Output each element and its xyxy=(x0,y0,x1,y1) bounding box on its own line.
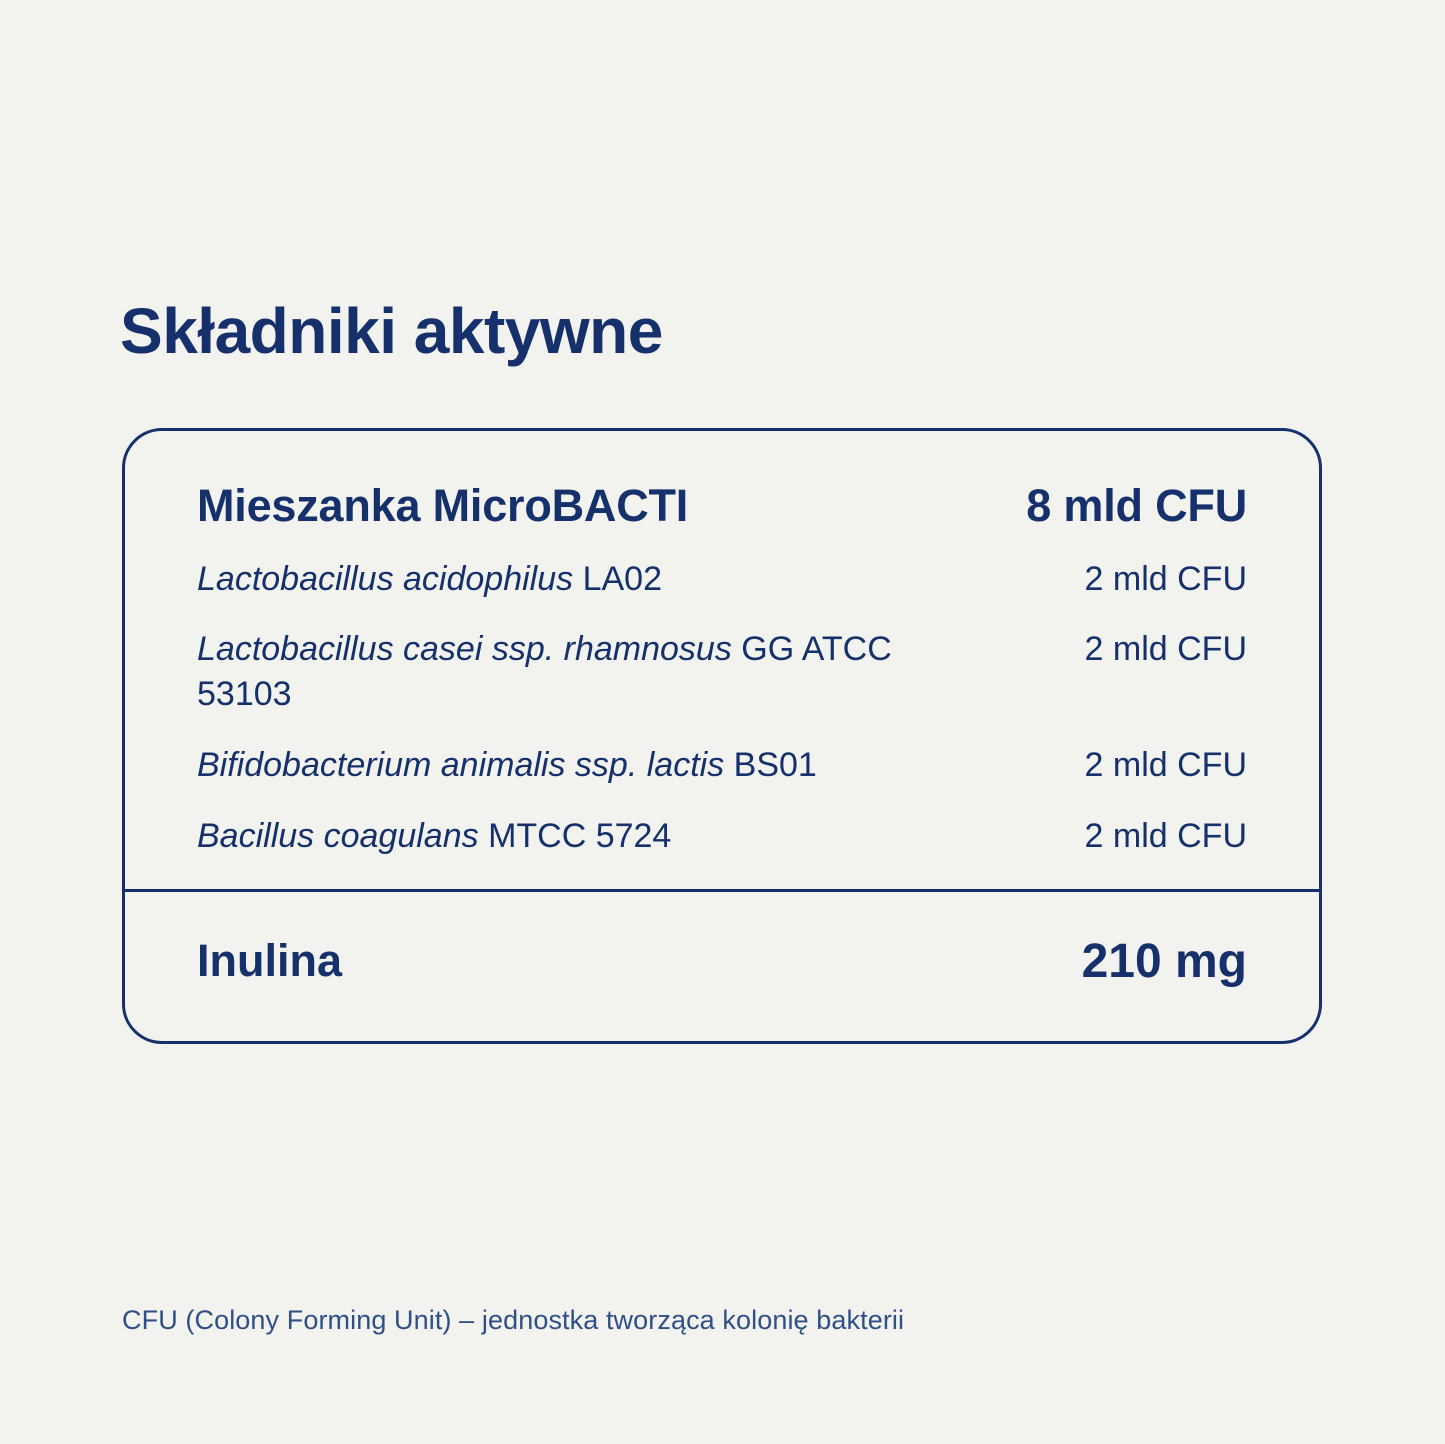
strain-code: GG ATCC 53103 xyxy=(197,630,892,714)
strain-name xyxy=(197,627,917,717)
table-row xyxy=(197,743,1247,788)
blend-header-row xyxy=(197,481,1247,531)
strain-amount: 2 mld CFU xyxy=(1084,559,1247,598)
footnote: CFU (Colony Forming Unit) – jednostka tworząca kolonię bakterii xyxy=(122,1305,905,1335)
strain-species: Lactobacillus acidophilus xyxy=(197,559,583,598)
table-row xyxy=(197,627,1247,717)
page-title: Składniki aktywne xyxy=(120,295,663,367)
extra-ingredient-name: Inulina xyxy=(197,934,342,986)
active-ingredients-panel xyxy=(122,428,1322,1044)
table-row xyxy=(197,557,1247,602)
strain-amount: 2 mld CFU xyxy=(1084,817,1247,855)
table-row xyxy=(197,936,1247,989)
strain-name xyxy=(197,814,671,859)
blend-section xyxy=(125,431,1319,889)
strain-name xyxy=(197,743,817,788)
extra-ingredient-amount: 210 mg xyxy=(1081,934,1247,988)
strain-code: BS01 xyxy=(733,746,817,785)
strain-species: Lactobacillus casei ssp. rhamnosus xyxy=(197,630,742,669)
blend-amount: 8 mld CFU xyxy=(1026,480,1247,531)
extra-ingredient-section xyxy=(125,892,1319,1041)
strain-amount: 2 mld CFU xyxy=(1084,630,1247,669)
strain-code: MTCC 5724 xyxy=(488,817,672,855)
strain-species: Bifidobacterium animalis ssp. lactis xyxy=(197,746,734,785)
strain-species: Bacillus coagulans xyxy=(197,817,489,855)
strain-code: LA02 xyxy=(582,559,662,598)
strain-name xyxy=(197,557,662,602)
table-row xyxy=(197,814,1247,859)
strain-amount: 2 mld CFU xyxy=(1084,746,1247,785)
blend-name: Mieszanka MicroBACTI xyxy=(197,480,689,531)
